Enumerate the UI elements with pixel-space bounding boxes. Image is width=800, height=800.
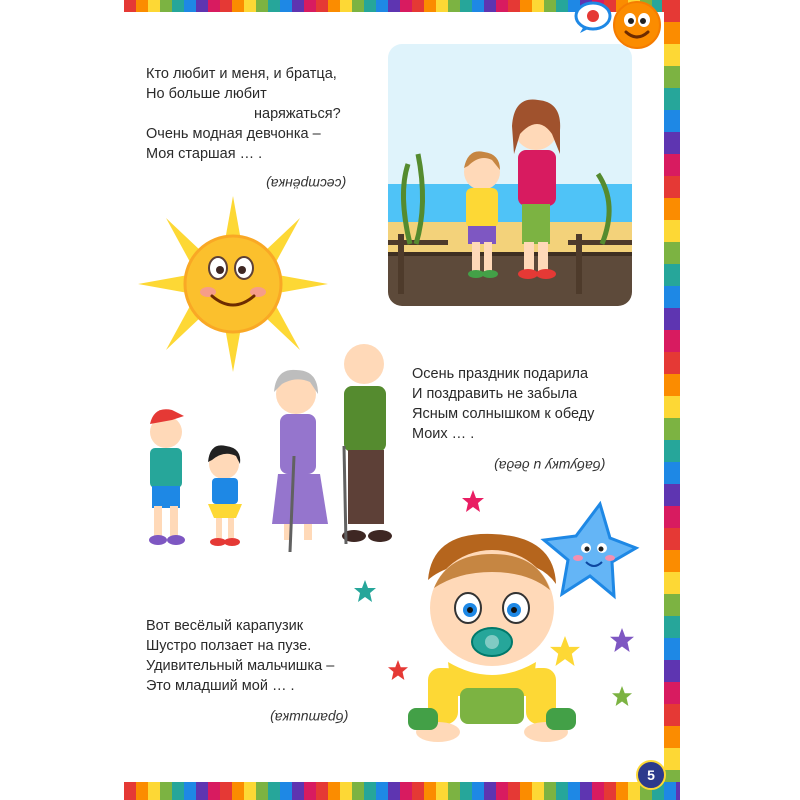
star-decoration-icon (462, 490, 484, 512)
poem-sister (146, 64, 341, 164)
star-decoration-icon (612, 686, 632, 706)
sister-brother-beach-illustration (388, 44, 632, 306)
poem-line: Очень модная девчонка – (146, 126, 321, 142)
rainbow-border-bottom (124, 782, 680, 800)
star-decoration-icon (354, 580, 376, 602)
poem-line: Но больше любит (146, 86, 267, 102)
rainbow-border-right (662, 0, 680, 800)
family-group-illustration (132, 336, 404, 560)
poem-line: Вот весёлый карапузик (146, 618, 304, 634)
poem-line: наряжаться? (254, 106, 341, 122)
poem-line: Моих … . (412, 426, 475, 442)
poem-line: Моя старшая … . (146, 146, 263, 162)
star-decoration-icon (388, 660, 408, 680)
poem-little-brother (146, 616, 334, 696)
page-number-badge: 5 (636, 760, 666, 790)
poem-line: Осень праздник подарила (412, 366, 589, 382)
answer-grandparents: (бабушку и деда) (494, 458, 606, 474)
crawling-baby-illustration (408, 528, 576, 744)
poem-line: Это младший мой … . (146, 678, 295, 694)
poem-grandparents (412, 364, 594, 444)
speech-bubble-icon (574, 2, 612, 34)
star-decoration-icon (610, 628, 634, 652)
poem-line: Ясным солнышком к обеду (412, 406, 595, 422)
poem-line: Удивительный мальчишка – (146, 658, 335, 674)
poem-line: Шустро ползает на пузе. (146, 638, 312, 654)
poem-line: И поздравить не забыла (412, 386, 578, 402)
answer-sister: (сестрёнка) (266, 176, 347, 192)
answer-little-brother: (братишка) (270, 710, 349, 726)
poem-line: Кто любит и меня, и братца, (146, 66, 337, 82)
